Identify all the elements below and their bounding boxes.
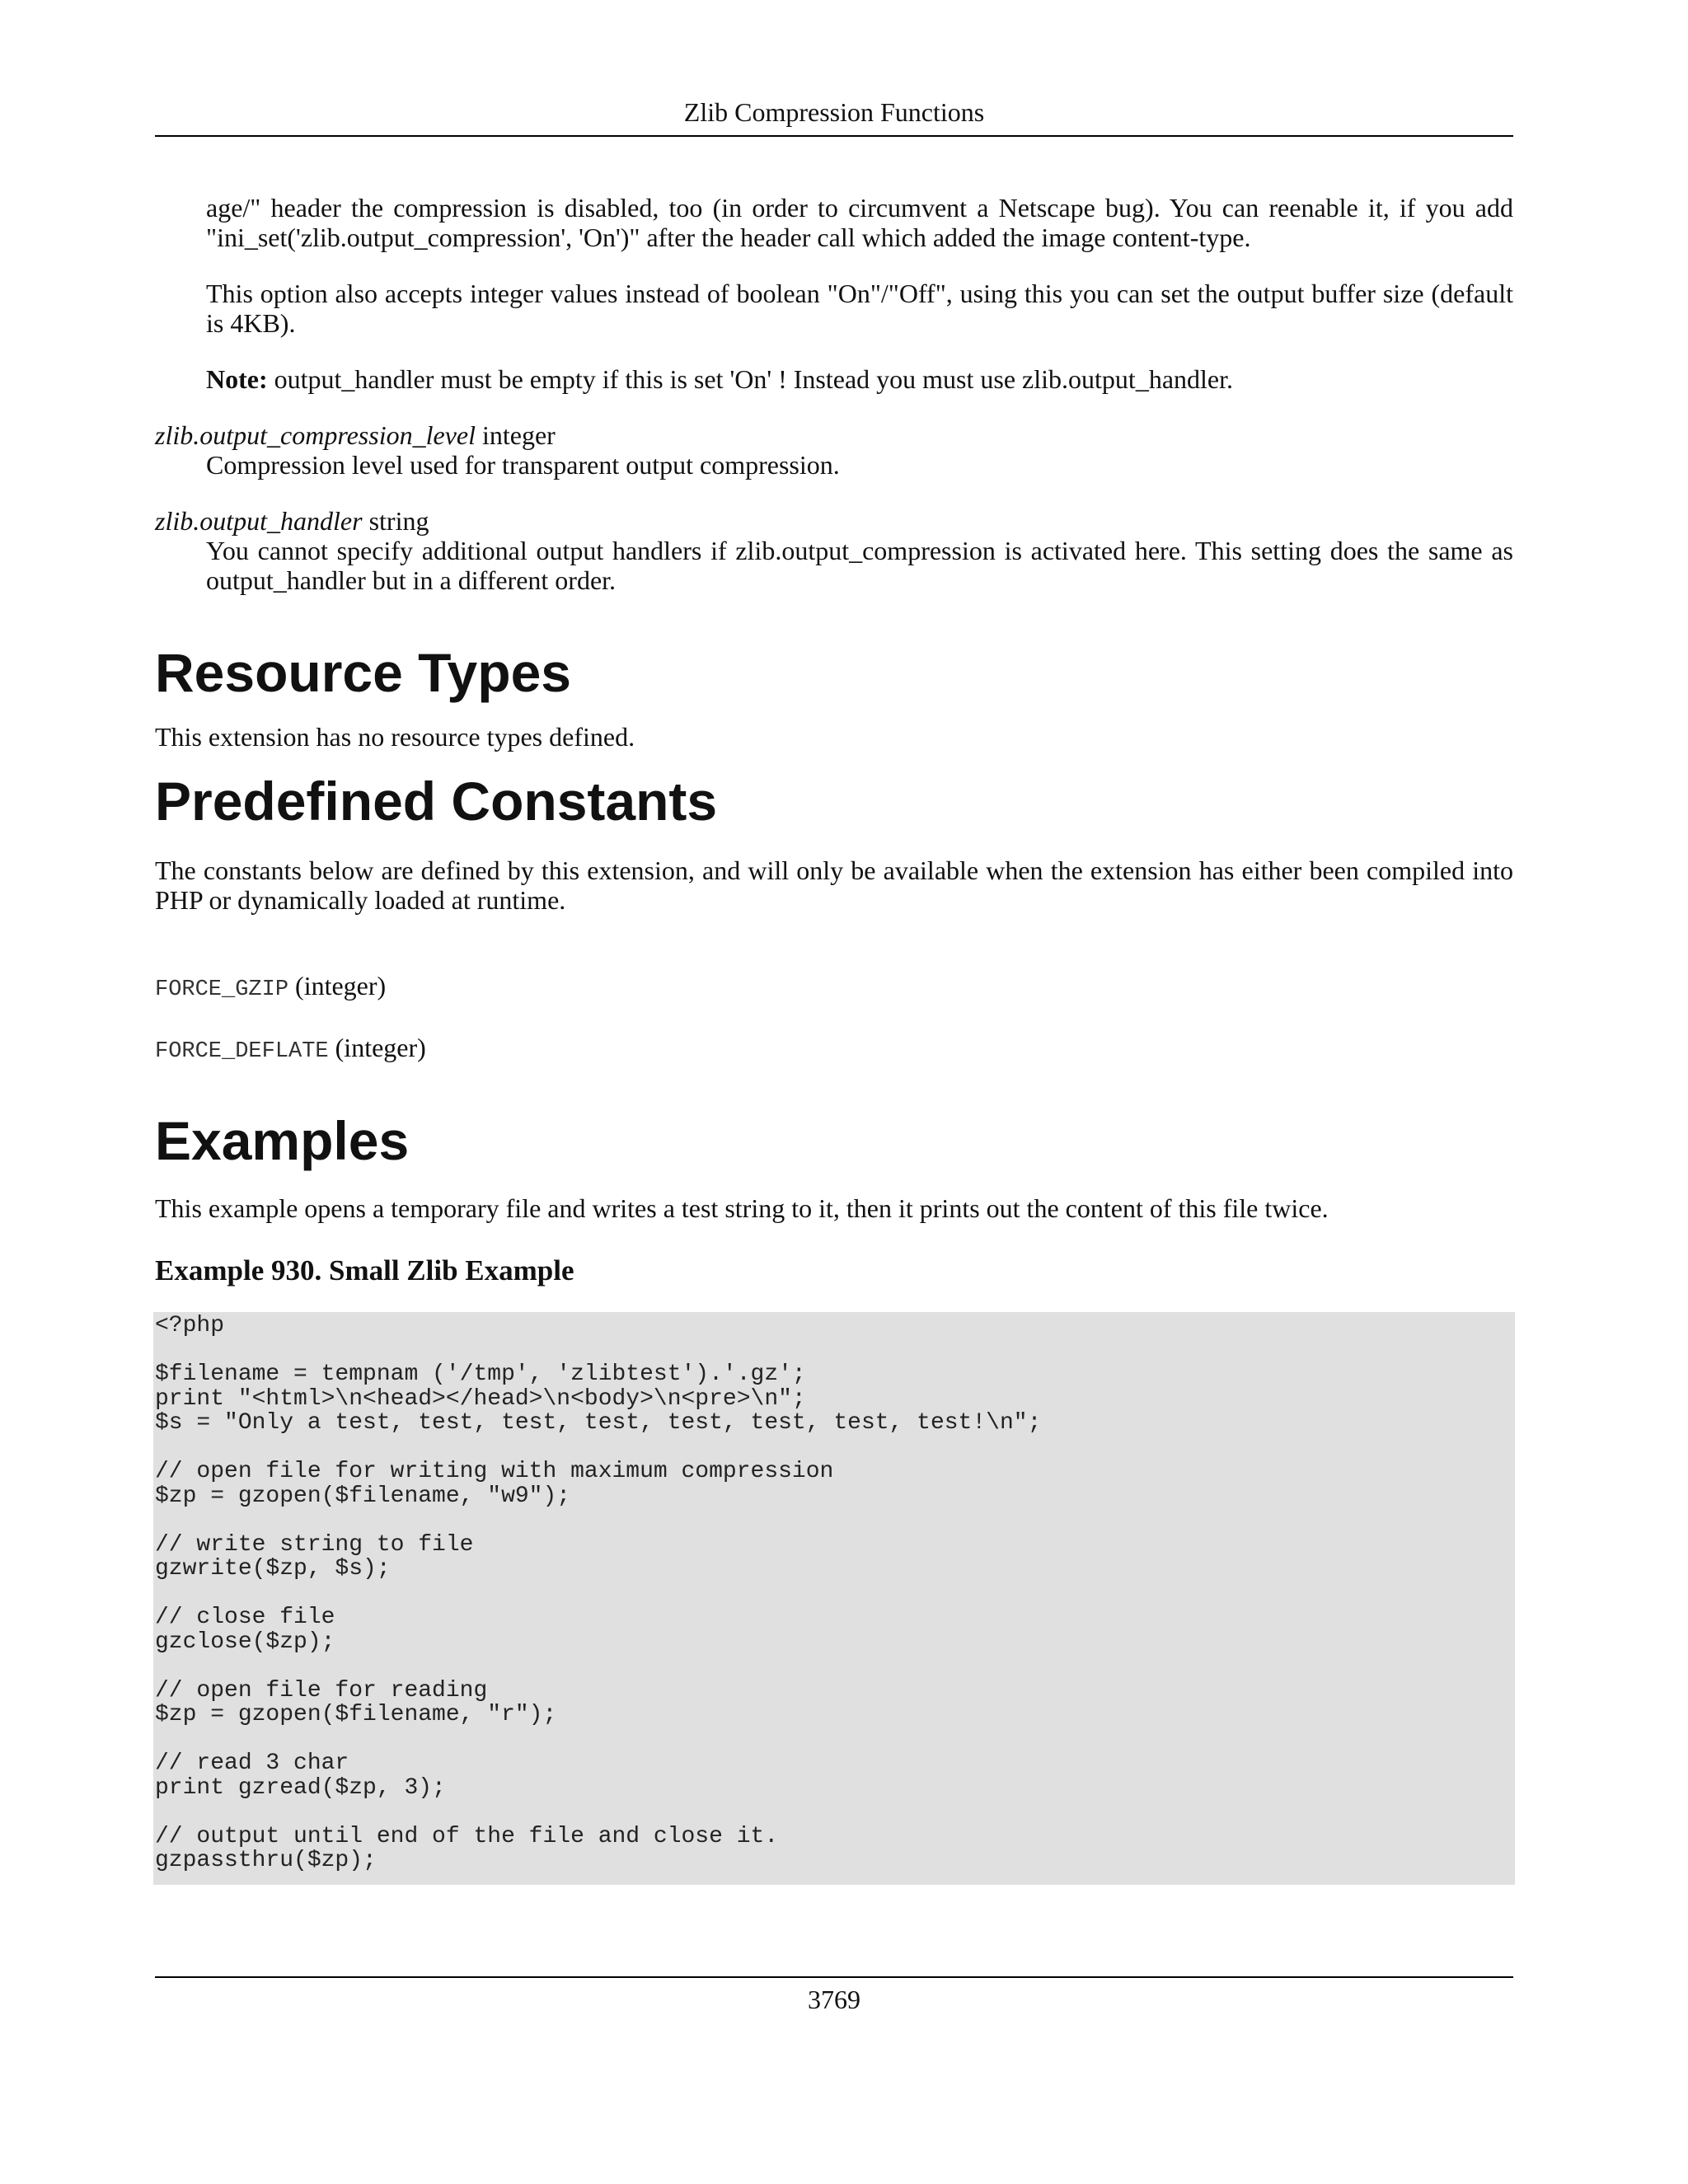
code-line: $filename = tempnam ('/tmp', 'zlibtest').'.gz'; [155,1361,806,1387]
code-line: gzpassthru($zp); [155,1848,377,1873]
examples-intro: This example opens a temporary file and writes a test string to it, then it prints out the content of this file twice. [155,1193,1329,1223]
page-content [155,193,1513,1885]
constant-type: (integer) [328,1033,426,1062]
setting-name: zlib.output_compression_level [155,420,476,450]
code-block [153,1312,1515,1885]
heading-resource-types: Resource Types [155,642,571,703]
code-line [155,1436,1513,1460]
code-line: // write string to file [155,1531,474,1558]
setting-name: zlib.output_handler [155,506,363,536]
setting-term [155,420,1513,450]
page-number: 3769 [808,1985,860,2014]
code-line: print "<html>\n<head></head>\n<body>\n<pre>\n"; [155,1385,806,1412]
constants-intro: The constants below are defined by this extension, and will only be available when the extension has either been compiled into PHP or dynamically loaded at runtime. [155,855,1513,915]
constant-name: FORCE_DEFLATE [155,1039,329,1064]
setting-entry [155,506,1513,595]
code-line [155,1508,1513,1533]
setting-type: string [362,506,429,536]
constant-item [155,1033,1513,1066]
code-line: // open file for writing with maximum compression [155,1459,834,1484]
config-paragraph-2: This option also accepts integer values instead of boolean "On"/"Off", using this you can set the output buffer size (default is 4KB). [206,279,1513,338]
constant-type: (integer) [288,971,387,1001]
code-line [155,1800,1513,1825]
code-line: gzwrite($zp, $s); [155,1556,391,1582]
example-title: Example 930. Small Zlib Example [155,1254,574,1286]
code-line [155,1727,1513,1752]
note-text: output_handler must be empty if this is set 'On' ! Instead you must use zlib.output_handler. [267,364,1233,394]
constant-name: FORCE_GZIP [155,977,289,1002]
code-line: <?php [155,1313,225,1338]
code-line: gzclose($zp); [155,1629,335,1655]
setting-type: integer [475,420,556,450]
code-line: $zp = gzopen($filename, "w9"); [155,1483,571,1509]
config-paragraph-1: age/" header the compression is disabled, too (in order to circumvent a Netscape bug). You can reenable it, if you add "ini_set('zlib.output_compression', 'On')" after the header call which added the image content-type. [206,193,1513,252]
code-line [155,1654,1513,1679]
setting-entry [155,420,1513,480]
note-label: Note: [206,364,268,394]
constant-item [155,971,1513,1005]
code-line [155,1582,1513,1606]
code-line: // close file [155,1605,335,1630]
header-rule [155,135,1513,137]
resource-types-text: This extension has no resource types defined. [155,722,635,752]
running-header: Zlib Compression Functions [683,97,985,127]
code-line: // read 3 char [155,1750,349,1776]
footer-rule [155,1976,1513,1978]
code-line: // open file for reading [155,1677,488,1704]
code-line: // output until end of the file and close it. [155,1823,779,1849]
code-line: $zp = gzopen($filename, "r"); [155,1702,557,1727]
setting-description: You cannot specify additional output handlers if zlib.output_compression is activated here. This setting does the same as output_handler but in a different order. [206,536,1513,595]
code-line: print gzread($zp, 3); [155,1774,446,1801]
config-note [206,364,1513,394]
setting-term [155,506,1513,536]
code-line: $s = "Only a test, test, test, test, test, test, test, test!\n"; [155,1410,1042,1436]
heading-examples: Examples [155,1110,410,1171]
code-line [155,1338,1513,1363]
heading-predefined-constants: Predefined Constants [155,771,718,832]
setting-description: Compression level used for transparent output compression. [206,450,840,480]
